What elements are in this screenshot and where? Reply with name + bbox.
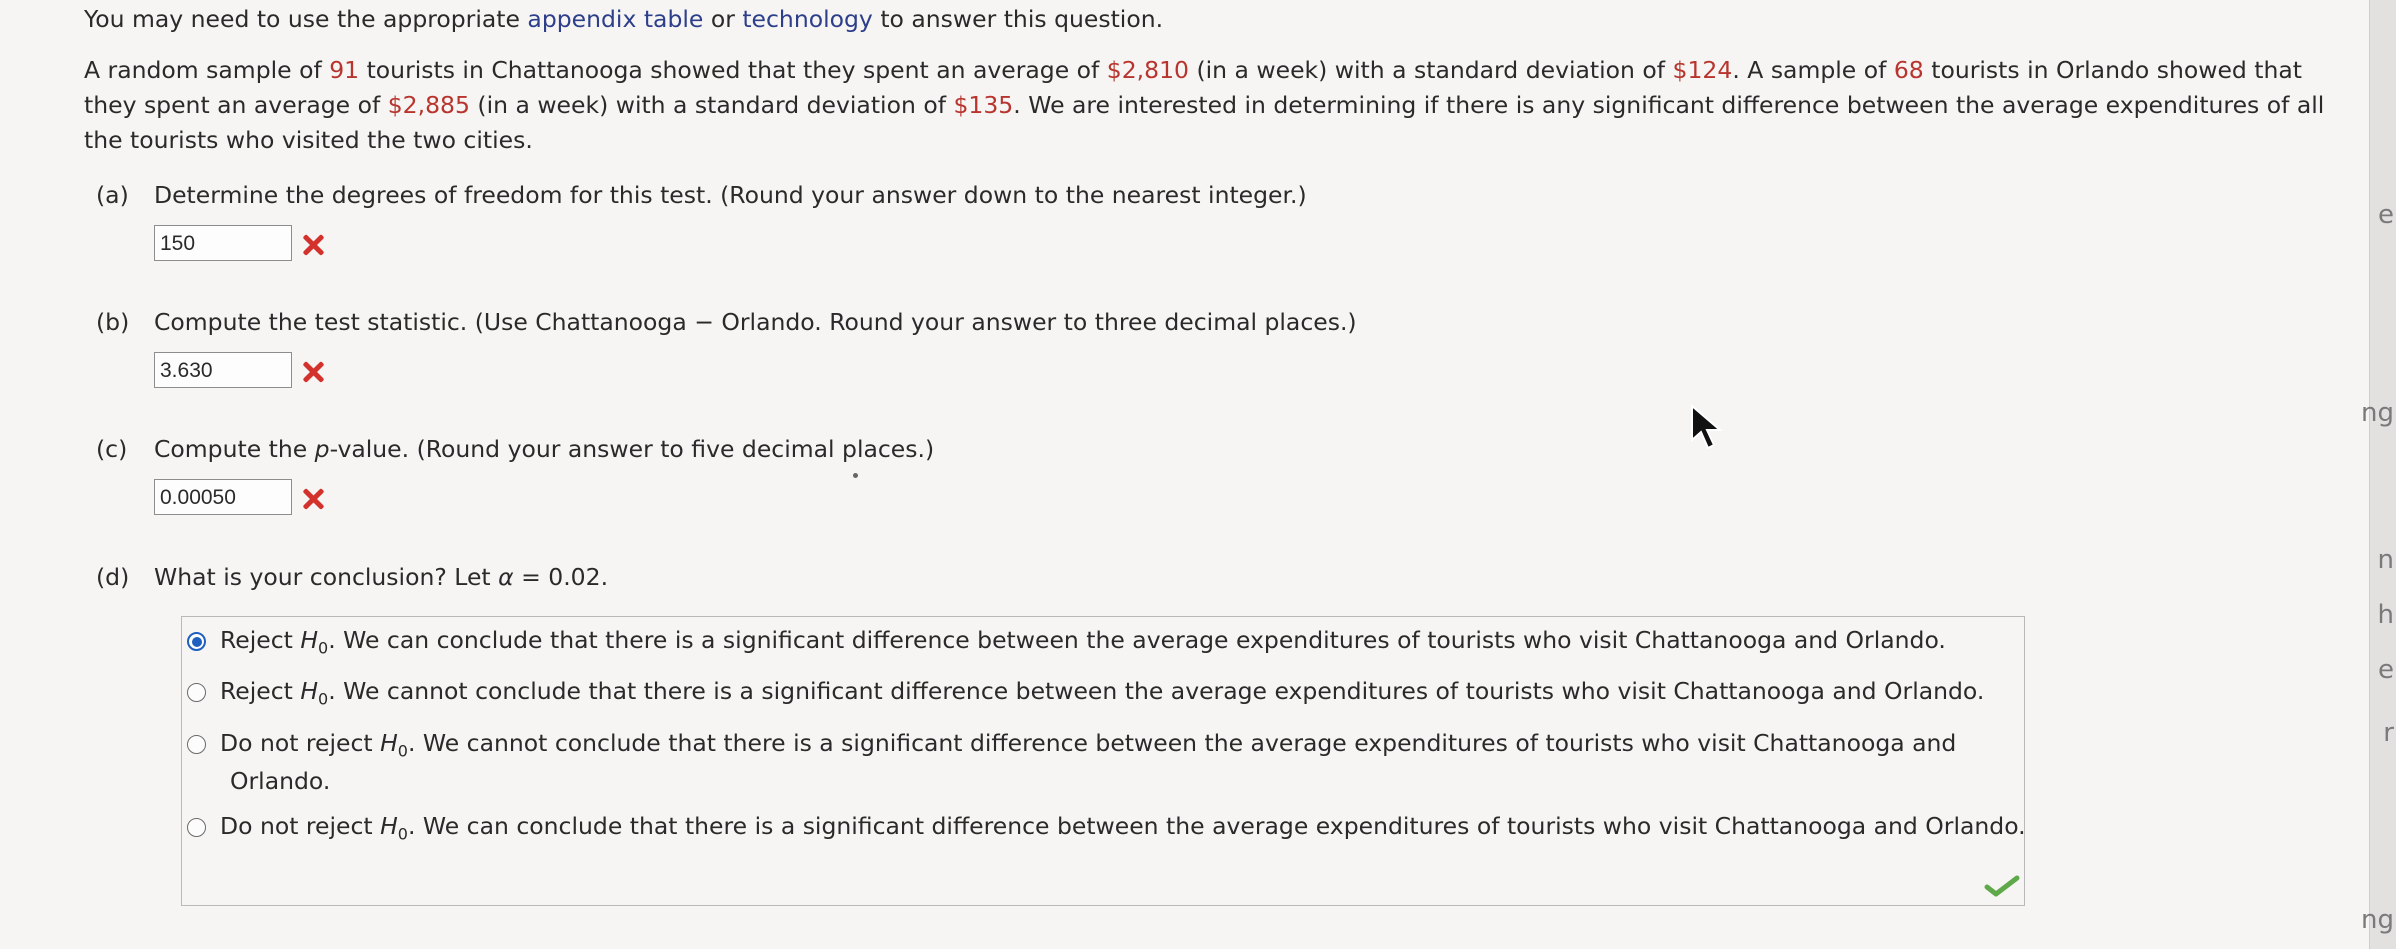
problem-line-1: A random sample of 91 tourists in Chattanooga showed that they spent an average of $2,810 (in a week) with a standard deviation of $124. A sample of 68 tourists in Orlando showed that: [84, 56, 2303, 84]
option-4-label[interactable]: Do not reject $H_0$. We can conclude that there is a significant difference between the average expenditures of tourists who visit Chattanooga and Orlando.: [220, 812, 2026, 844]
mean-1: $2,810: [1106, 56, 1189, 84]
edge-fragment: ng: [2361, 905, 2394, 935]
option-2-label[interactable]: Reject $H_0$. We cannot conclude that there is a significant difference between the average expenditures of tourists who visit Chattanooga and Orlando.: [220, 677, 1985, 709]
stray-dot: [853, 473, 858, 478]
correct-check-icon: [1984, 875, 2020, 897]
option-3-radio[interactable]: [187, 735, 206, 754]
technology-link[interactable]: technology: [742, 5, 873, 33]
mouse-cursor-icon: [1690, 404, 1724, 450]
edge-fragment: ng: [2361, 398, 2394, 428]
mean-2: $2,885: [387, 91, 470, 119]
edge-fragment: h: [2377, 600, 2394, 630]
intro-text: You may need to use the appropriate: [84, 5, 528, 33]
intro-text-or: or: [703, 5, 743, 33]
incorrect-x-icon: [300, 486, 326, 512]
incorrect-x-icon: [300, 232, 326, 258]
problem-line-3: the tourists who visited the two cities.: [84, 126, 533, 154]
part-c-letter: (c): [96, 435, 128, 463]
edge-fragment: e: [2378, 655, 2394, 685]
option-1-radio[interactable]: [187, 632, 206, 651]
part-a-prompt: Determine the degrees of freedom for this test. (Round your answer down to the nearest integer.): [154, 181, 1307, 209]
option-2-radio[interactable]: [187, 683, 206, 702]
part-d-prompt: What is your conclusion? Let α = 0.02.: [154, 563, 609, 591]
part-d-letter: (d): [96, 563, 130, 591]
option-3-label-line-2[interactable]: Orlando.: [230, 767, 331, 795]
intro-text-end: to answer this question.: [872, 5, 1164, 33]
conclusion-options-box: [181, 616, 2025, 906]
sample-size-2: 68: [1893, 56, 1924, 84]
option-1-label[interactable]: Reject $H_0$. We can conclude that there is a significant difference between the average expenditures of tourists who visit Chattanooga and Orlando.: [220, 626, 1946, 658]
part-a-answer-input[interactable]: 150: [154, 225, 292, 261]
option-4-radio[interactable]: [187, 818, 206, 837]
appendix-table-link[interactable]: appendix table: [527, 5, 704, 33]
sd-1: $124: [1672, 56, 1733, 84]
edge-fragment: e: [2378, 200, 2394, 230]
part-b-letter: (b): [96, 308, 130, 336]
part-a-letter: (a): [96, 181, 129, 209]
incorrect-x-icon: [300, 359, 326, 385]
adjacent-window-edge: [2361, 0, 2396, 949]
intro-line: [84, 2, 1163, 37]
part-b-answer-input[interactable]: 3.630: [154, 352, 292, 388]
sample-size-1: 91: [329, 56, 360, 84]
part-b-prompt: Compute the test statistic. (Use Chattanooga − Orlando. Round your answer to three decimal places.): [154, 308, 1357, 336]
edge-fragment: r: [2383, 718, 2394, 748]
part-c-answer-input[interactable]: 0.00050: [154, 479, 292, 515]
problem-line-2: they spent an average of $2,885 (in a week) with a standard deviation of $135. We are interested in determining if there is any significant difference between the average expenditures of all: [84, 91, 2325, 119]
sd-2: $135: [953, 91, 1014, 119]
edge-fragment: n: [2377, 545, 2394, 575]
part-c-prompt: Compute the p-value. (Round your answer to five decimal places.): [154, 435, 935, 463]
option-3-label[interactable]: Do not reject $H_0$. We cannot conclude that there is a significant difference between the average expenditures of tourists who visit Chattanooga and: [220, 729, 1957, 761]
